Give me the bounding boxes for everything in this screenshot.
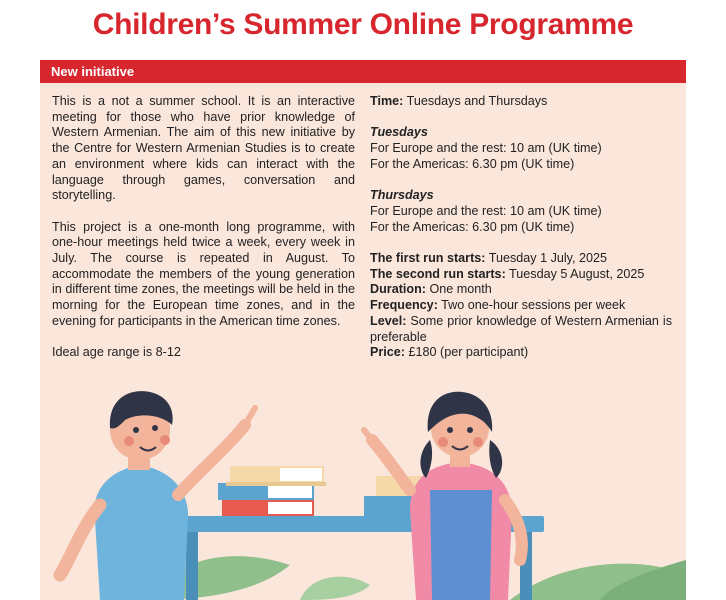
tuesdays-heading: Tuesdays: [370, 125, 428, 140]
frequency-row: [370, 298, 672, 314]
price-value: £180 (per participant): [405, 345, 529, 360]
thursdays-europe: For Europe and the rest: 10 am (UK time): [370, 203, 602, 218]
intro-paragraph: This is a not a summer school. It is an interactive meeting for those who have prior knowledge of Western Armenian. The aim of this new initiative by the Centre for Western Armenian Studies is to create an environment where kids can interact with the language through games, conversation and storytelling.: [52, 94, 355, 203]
age-range-text: Ideal age range is 8-12: [52, 345, 181, 360]
second-run-value: Tuesday 5 August, 2025: [505, 266, 645, 281]
details-column: [370, 94, 672, 361]
frequency-value: Two one-hour sessions per week: [437, 298, 626, 313]
description-column: [52, 94, 355, 377]
banner-label: New initiative: [51, 64, 135, 79]
level-value: Some prior knowledge of Western Armenian is preferable: [370, 313, 672, 344]
first-run-row: [370, 251, 672, 267]
thursdays-heading: Thursdays: [370, 188, 434, 203]
schedule-paragraph: This project is a one-month long programme, with one-hour meetings held twice a week, every week in July. The course is repeated in August. To accommodate the members of the young generation in different time zones, the meetings will be held in the morning for the European time zones, and in the evening for participants in the American time zones.: [52, 219, 355, 328]
section-banner: [40, 60, 686, 83]
content-panel: [40, 60, 686, 600]
second-run-label: The second run starts:: [370, 266, 506, 281]
time-label: Time:: [370, 94, 404, 108]
tuesdays-europe: For Europe and the rest: 10 am (UK time): [370, 141, 602, 156]
second-run-row: [370, 267, 672, 283]
duration-label: Duration:: [370, 282, 426, 297]
frequency-label: Frequency:: [370, 298, 438, 313]
first-run-label: The first run starts:: [370, 250, 486, 265]
level-row: [370, 314, 672, 345]
thursdays-americas: For the Americas: 6.30 pm (UK time): [370, 219, 575, 234]
price-label: Price:: [370, 345, 406, 360]
level-label: Level:: [370, 313, 407, 328]
tuesdays-americas: For the Americas: 6.30 pm (UK time): [370, 156, 575, 171]
duration-value: One month: [425, 282, 492, 297]
time-value: Tuesdays and Thursdays: [403, 94, 548, 108]
price-row: [370, 345, 672, 361]
first-run-value: Tuesday 1 July, 2025: [485, 250, 608, 265]
time-row: [370, 94, 672, 110]
page-title: Children’s Summer Online Programme: [92, 8, 634, 41]
duration-row: [370, 282, 672, 298]
